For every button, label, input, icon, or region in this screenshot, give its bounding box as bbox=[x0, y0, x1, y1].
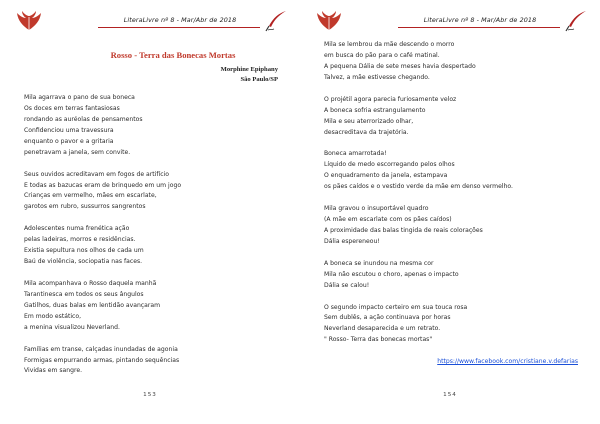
poem-author: Morphine Epiphany bbox=[220, 66, 278, 73]
header-text: LiteraLivre nº 8 - Mar/Abr de 2018 bbox=[123, 16, 237, 24]
poem-line: Existia sepultura nos olhos de cada um bbox=[24, 247, 144, 255]
poem-line: " Rosso- Terra das bonecas mortas" bbox=[324, 336, 433, 344]
poem-line: Adolescentes numa frenética ação bbox=[24, 225, 130, 233]
poem-line: Crianças em vermelho, mães em escarlate, bbox=[24, 192, 157, 200]
poem-line: rondando as auréolas de pensamentos bbox=[24, 115, 143, 123]
poem-line: garotos em rubro, sussurros sangrentos bbox=[24, 203, 146, 211]
stanza-break bbox=[324, 248, 584, 259]
poem-line: Mila se lembrou da mãe descendo o morro bbox=[324, 41, 455, 48]
poem-line: Mila agarrava o pano de sua boneca bbox=[24, 94, 135, 101]
poem-title: Rosso - Terra das Bonecas Mortas bbox=[110, 50, 236, 60]
stanza-break bbox=[24, 213, 284, 224]
poem-line: Líquido de medo escorregando pelos olhos bbox=[324, 161, 455, 169]
poem-line: Seus ouvidos acreditavam em fogos de artifício bbox=[24, 170, 169, 178]
poem-line: Formigas empurrando armas, pintando sequências bbox=[24, 356, 180, 364]
poem-line: A boneca sofria estrangulamento bbox=[324, 106, 426, 114]
poem-line: em busca do pão para o café matinal. bbox=[324, 51, 440, 59]
header-rule bbox=[98, 27, 260, 28]
poem-line: Os doces em terras fantasiosas bbox=[24, 104, 120, 112]
page-header bbox=[314, 8, 592, 34]
poem-line: Baú de violência, sociopatia nas faces. bbox=[24, 258, 143, 266]
stanza-break bbox=[24, 334, 284, 345]
page-number: 154 bbox=[443, 392, 457, 398]
poem-line: Neverland desaparecida e um retrato. bbox=[324, 325, 441, 333]
poem-line: os pães caídos e o vestido verde da mãe em denso vermelho. bbox=[324, 183, 513, 191]
poem-line: Mila não escutou o choro, apenas o impacto bbox=[324, 270, 459, 278]
poem-line: Sem dublês, a ação continuava por horas bbox=[324, 314, 451, 322]
poem-line: Confidenciou uma travessura bbox=[24, 126, 114, 134]
poem-line: O enquadramento da janela, estampava bbox=[324, 172, 448, 180]
poem-line: A proximidade das balas tingida de reais colorações bbox=[324, 226, 483, 234]
page-number: 153 bbox=[143, 392, 157, 398]
poem-line: enquanto o pavor e a gritaria bbox=[24, 137, 114, 145]
poem-line: Gatilhos, duas balas em lentidão avançaram bbox=[24, 301, 161, 309]
poem-line: penetravam a janela, sem convite. bbox=[24, 148, 131, 156]
stanza-break bbox=[324, 84, 584, 95]
stanza-break bbox=[324, 292, 584, 303]
poem-line: A boneca se inundou na mesma cor bbox=[324, 259, 434, 267]
quill-pen-icon bbox=[564, 9, 588, 33]
poem-line: (A mãe em escarlate com os pães caídos) bbox=[324, 216, 452, 223]
poem-line: Dália espereneou! bbox=[324, 237, 380, 245]
poem-line: a menina visualizou Neverland. bbox=[24, 323, 120, 331]
poem-line: Mila e seu aterrorizado olhar, bbox=[324, 117, 414, 125]
stanza-break bbox=[324, 138, 584, 149]
stanza-break bbox=[324, 346, 584, 357]
poem-line: Talvez, a mãe estivesse chegando. bbox=[324, 73, 430, 81]
poem-line: Dália se calou! bbox=[324, 281, 370, 289]
poem-line: E todas as bazucas eram de brinquedo em um jogo bbox=[24, 181, 182, 189]
poem-line: Tarantinesca em todos os seus ângulos bbox=[24, 290, 144, 298]
stanza-break bbox=[24, 268, 284, 279]
poem-line: Em modo estático, bbox=[24, 312, 82, 320]
header-text: LiteraLivre nº 8 - Mar/Abr de 2018 bbox=[423, 16, 537, 24]
quill-pen-icon bbox=[264, 9, 288, 33]
poem-line: Vividas em sangre. bbox=[24, 367, 83, 375]
facebook-link[interactable]: https://www.facebook.com/cristiane.v.defarias bbox=[437, 358, 578, 366]
poem-title-block bbox=[24, 50, 282, 83]
poem-line: O projétil agora parecia furiosamente veloz bbox=[324, 95, 457, 103]
stanza-break bbox=[24, 159, 284, 170]
poem-line: Mila gravou o insuportável quadro bbox=[324, 205, 429, 213]
poem-line: Boneca amarrotada! bbox=[324, 150, 387, 158]
poem-line: O segundo impacto certeiro em sua touca rosa bbox=[324, 303, 468, 311]
stanza-break bbox=[324, 193, 584, 204]
poem-line: Mila acompanhava o Rosso daquela manhã bbox=[24, 279, 157, 287]
poem-text-left bbox=[24, 93, 284, 377]
right-page bbox=[300, 0, 600, 424]
winged-emblem-icon bbox=[16, 10, 42, 32]
poem-line: Famílias em transe, calçadas inundadas de agonia bbox=[24, 345, 178, 353]
poem-line: pelas ladeiras, morros e residências. bbox=[24, 236, 136, 244]
poem-place: São Paulo/SP bbox=[240, 76, 278, 83]
poem-line: desacreditava da trajetória. bbox=[324, 128, 409, 136]
page-header bbox=[14, 8, 292, 34]
header-rule bbox=[398, 27, 560, 28]
poem-text-right bbox=[324, 40, 584, 368]
winged-emblem-icon bbox=[316, 10, 342, 32]
poem-line: A pequena Dália de sete meses havia despertado bbox=[324, 62, 476, 70]
